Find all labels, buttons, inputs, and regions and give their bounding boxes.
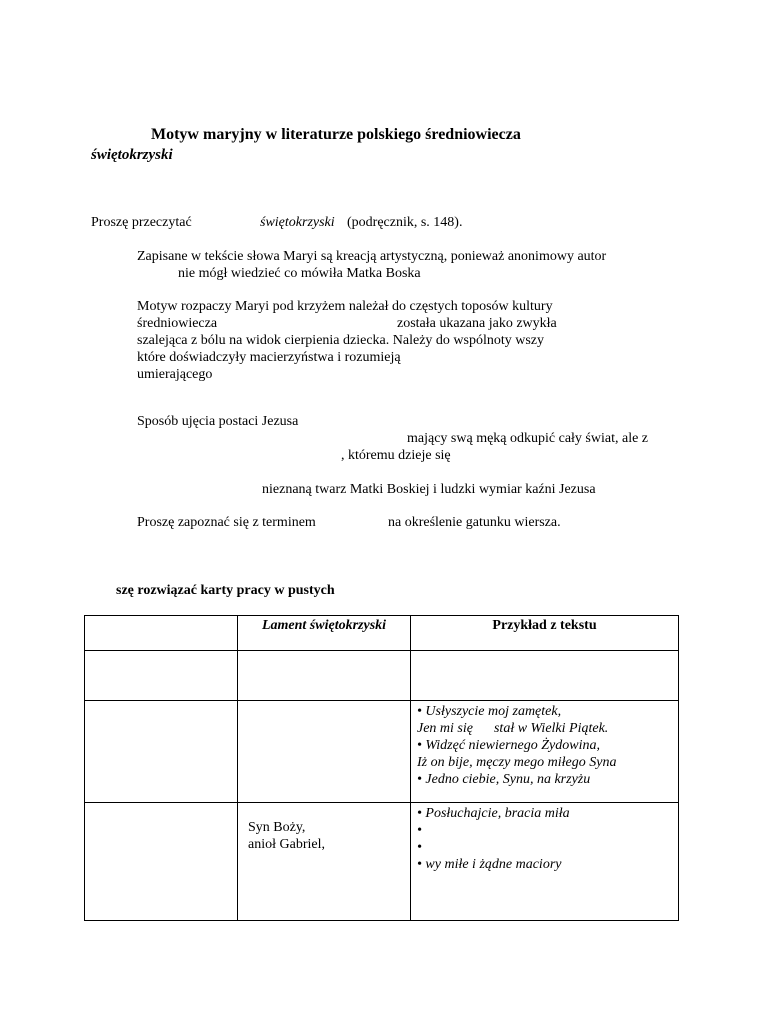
- p2-line3: szalejąca z bólu na widok cierpienia dziecka. Należy do wspólnoty wszy: [137, 333, 545, 348]
- table-cell: [238, 701, 411, 803]
- p2-line4: które doświadczyły macierzyństwa i rozumieją: [137, 350, 401, 365]
- p2-line2b: została ukazana jako zwykła: [397, 316, 557, 331]
- quote-line: • wy miłe i żądne maciory: [417, 857, 562, 872]
- character-line: anioł Gabriel,: [248, 837, 325, 852]
- p1-line2: nie mógł wiedzieć co mówiła Matka Boska: [178, 266, 421, 281]
- table-cell: [411, 651, 679, 701]
- character-line: Syn Boży,: [248, 820, 306, 835]
- table-cell: [411, 803, 679, 921]
- term-suffix: na określenie gatunku wiersza.: [388, 515, 561, 530]
- header-lament: Lament świętokrzyski: [238, 616, 411, 651]
- quote-line: • Usłyszycie moj zamętek,: [417, 704, 562, 719]
- worksheet-table: [84, 615, 679, 921]
- term-prefix: Proszę zapoznać się z terminem: [137, 515, 316, 530]
- p2-line1: Motyw rozpaczy Maryi pod krzyżem należał do częstych toposów kultury: [137, 299, 553, 314]
- quote-line: Iż on bije, męczy mego miłego Syna: [417, 755, 617, 770]
- table-cell: [85, 616, 238, 651]
- table-cell: [85, 701, 238, 803]
- table-cell: [238, 803, 411, 921]
- quote-line: Jen mi się stał w Wielki Piątek.: [417, 721, 609, 736]
- table-row: [85, 803, 679, 921]
- p3-line2: mający swą męką odkupić cały świat, ale z: [407, 431, 649, 446]
- instruction-suffix: (podręcznik, s. 148).: [347, 215, 463, 230]
- table-row: [85, 701, 679, 803]
- page-subtitle: świętokrzyski: [91, 147, 173, 163]
- worksheet-prompt: szę rozwiązać karty pracy w pustych: [116, 583, 335, 598]
- quote-line: • Jedno ciebie, Synu, na krzyżu: [417, 772, 591, 787]
- p2-line5: umierającego: [137, 367, 213, 382]
- table-cell: [85, 803, 238, 921]
- table-row: [85, 651, 679, 701]
- p1-line1: Zapisane w tekście słowa Maryi są kreacją artystyczną, ponieważ anonimowy autor: [137, 249, 607, 264]
- table-cell: [411, 701, 679, 803]
- page-title: Motyw maryjny w literaturze polskiego średniowiecza: [151, 126, 521, 143]
- header-example: Przykład z tekstu: [411, 616, 679, 651]
- instruction-work: świętokrzyski: [260, 215, 335, 230]
- table-cell: [238, 651, 411, 701]
- p3-line1: Sposób ujęcia postaci Jezusa: [137, 414, 299, 429]
- instruction-prefix: Proszę przeczytać: [91, 215, 192, 230]
- p2-line2a: średniowiecza: [137, 316, 218, 331]
- p3-line3: , któremu dzieje się: [341, 448, 451, 463]
- quote-line: •: [417, 840, 422, 855]
- quote-line: •: [417, 823, 422, 838]
- table-row: [85, 616, 679, 651]
- quote-line: • Widzęć niewiernego Żydowina,: [417, 738, 600, 753]
- quote-line: • Posłuchajcie, bracia miła: [417, 806, 570, 821]
- table-cell: [85, 651, 238, 701]
- p3-line4: nieznaną twarz Matki Boskiej i ludzki wymiar kaźni Jezusa: [262, 482, 596, 497]
